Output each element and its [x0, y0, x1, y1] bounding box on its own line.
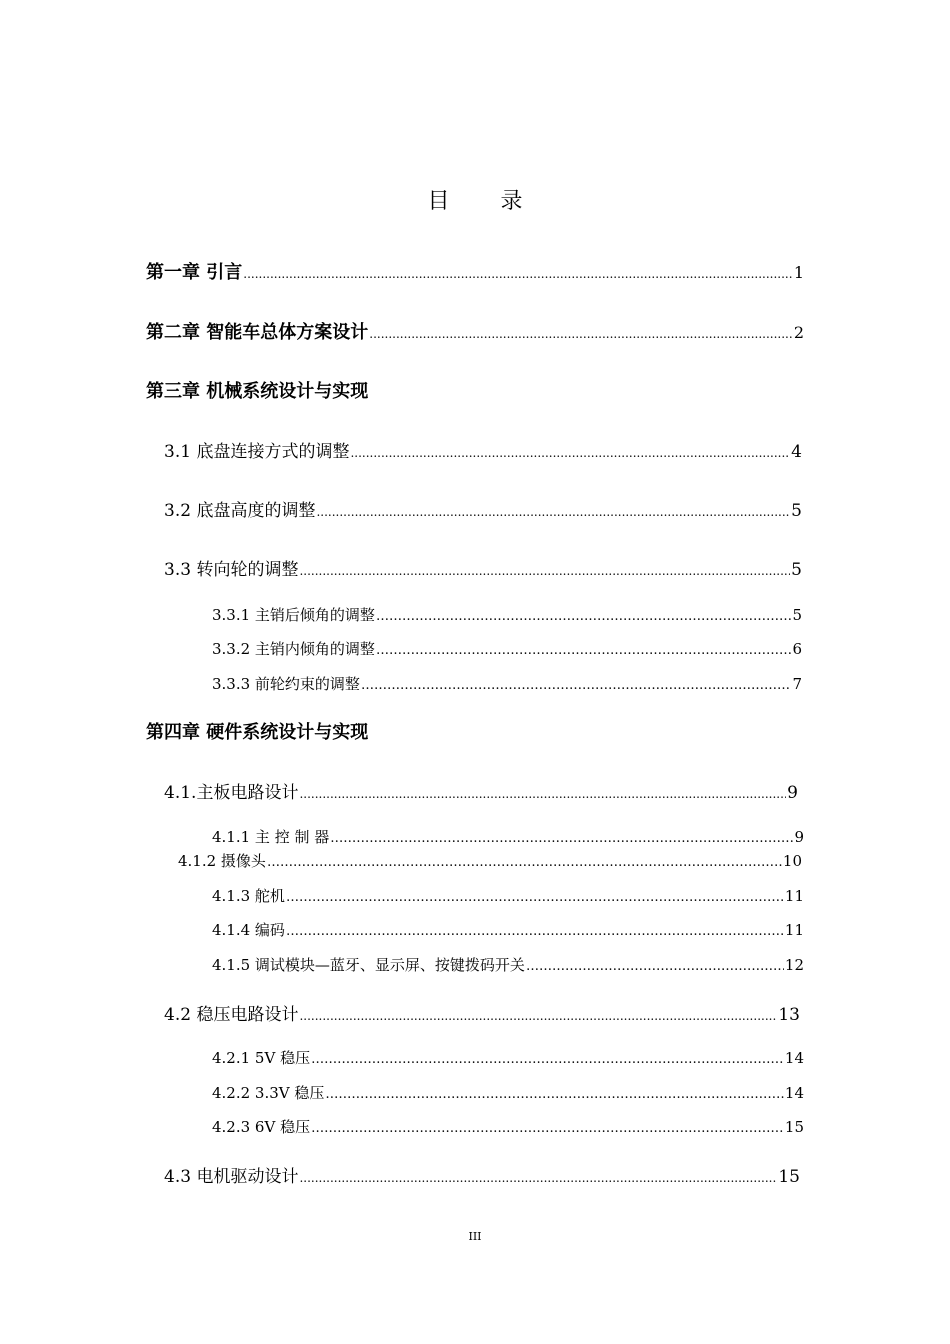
toc-entry-label: 第三章 机械系统设计与实现 [146, 381, 369, 402]
toc-entry-page: 4 [791, 442, 802, 462]
dot-leader [311, 1052, 784, 1067]
page-number: III [468, 1230, 482, 1243]
dot-leader [299, 787, 786, 801]
toc-entry-label: 第二章 智能车总体方案设计 [146, 322, 369, 343]
toc-entry-subsection-4-2-2[interactable] [212, 1082, 804, 1103]
toc-entry-page: 14 [784, 1049, 804, 1067]
toc-entry-page: 5 [791, 560, 802, 580]
toc-entry-page: 15 [784, 1118, 804, 1136]
toc-entry-label: 4.1.3 舵机 [212, 887, 285, 905]
dot-leader [311, 1121, 784, 1136]
dot-leader [286, 924, 784, 939]
dot-leader [376, 643, 792, 658]
toc-entry-section-3-3[interactable] [164, 555, 802, 580]
toc-entry-section-4-3[interactable] [164, 1162, 800, 1187]
toc-entry-label: 4.2 稳压电路设计 [164, 1005, 299, 1025]
toc-entry-label: 3.3.3 前轮约束的调整 [212, 675, 360, 693]
dot-leader [316, 505, 790, 519]
dot-leader [325, 1087, 784, 1102]
dot-leader [369, 327, 793, 341]
toc-entry-page: 15 [778, 1167, 800, 1187]
toc-entry-label: 4.2.2 3.3V 稳压 [212, 1084, 325, 1102]
dot-leader [299, 564, 790, 578]
toc-entry-subsection-4-1-4[interactable] [212, 919, 804, 940]
toc-entry-page: 11 [784, 887, 804, 905]
dot-leader [350, 446, 790, 460]
toc-entry-subsection-4-1-1[interactable] [212, 826, 804, 847]
toc-entry-label: 4.1.5 调试模块—蓝牙、显示屏、按键拨码开关 [212, 956, 525, 974]
toc-entry-label: 4.2.1 5V 稳压 [212, 1049, 311, 1067]
toc-entry-label: 第四章 硬件系统设计与实现 [146, 722, 369, 743]
toc-entry-chapter-1[interactable] [146, 258, 804, 284]
toc-entry-label: 3.2 底盘高度的调整 [164, 501, 316, 521]
toc-entry-page: 9 [794, 828, 804, 846]
toc-entry-subsection-4-2-1[interactable] [212, 1047, 804, 1068]
dot-leader [376, 609, 792, 624]
toc-entry-label: 3.3.2 主销内倾角的调整 [212, 640, 375, 658]
toc-entry-label: 4.1.4 编码 [212, 921, 285, 939]
toc-entry-section-4-2[interactable] [164, 1000, 800, 1025]
dot-leader [243, 267, 793, 281]
toc-entry-label: 3.3.1 主销后倾角的调整 [212, 606, 375, 624]
toc-entry-section-3-1[interactable] [164, 437, 802, 462]
toc-entry-subsection-4-2-3[interactable] [212, 1116, 804, 1137]
toc-entry-page: 14 [784, 1084, 804, 1102]
toc-entry-subsection-3-3-2[interactable] [212, 638, 802, 659]
toc-entry-section-4-1[interactable] [164, 778, 798, 803]
dot-leader [286, 890, 784, 905]
toc-entry-label: 3.3 转向轮的调整 [164, 560, 299, 580]
toc-entry-label: 4.1.主板电路设计 [164, 783, 299, 803]
toc-entry-label: 4.1.1 主 控 制 器 [212, 828, 330, 846]
toc-entry-page: 10 [782, 852, 802, 870]
toc-entry-label: 4.3 电机驱动设计 [164, 1167, 299, 1187]
toc-entry-page: 12 [784, 956, 804, 974]
toc-entry-page: 5 [792, 606, 802, 624]
toc-entry-page: 1 [793, 263, 804, 282]
toc-entry-subsection-4-1-5[interactable] [212, 954, 804, 975]
dot-leader [299, 1171, 777, 1185]
dot-leader [361, 678, 792, 693]
toc-entry-page: 11 [784, 921, 804, 939]
toc-entry-page: 5 [791, 501, 802, 521]
dot-leader [267, 855, 782, 870]
toc-entry-subsection-3-3-3[interactable] [212, 673, 802, 694]
toc-title: 目 录 [427, 189, 545, 214]
toc-entry-section-3-2[interactable] [164, 496, 802, 521]
dot-leader [526, 959, 784, 974]
toc-entry-page: 6 [792, 640, 802, 658]
toc-entry-label: 3.1 底盘连接方式的调整 [164, 442, 350, 462]
toc-entry-subsection-4-1-2[interactable] [178, 850, 802, 871]
toc-entry-page: 13 [778, 1005, 800, 1025]
toc-entry-label: 第一章 引言 [146, 262, 243, 283]
toc-entry-label: 4.2.3 6V 稳压 [212, 1118, 311, 1136]
toc-entry-page: 9 [787, 783, 798, 803]
dot-leader [330, 831, 793, 846]
toc-entry-chapter-4[interactable] [146, 718, 368, 744]
toc-entry-subsection-3-3-1[interactable] [212, 604, 802, 625]
toc-entry-chapter-3[interactable] [146, 377, 368, 403]
toc-entry-page: 7 [792, 675, 802, 693]
dot-leader [299, 1009, 777, 1023]
toc-entry-label: 4.1.2 摄像头 [178, 852, 266, 870]
toc-entry-page: 2 [793, 323, 804, 342]
toc-entry-subsection-4-1-3[interactable] [212, 885, 804, 906]
toc-entry-chapter-2[interactable] [146, 318, 804, 344]
